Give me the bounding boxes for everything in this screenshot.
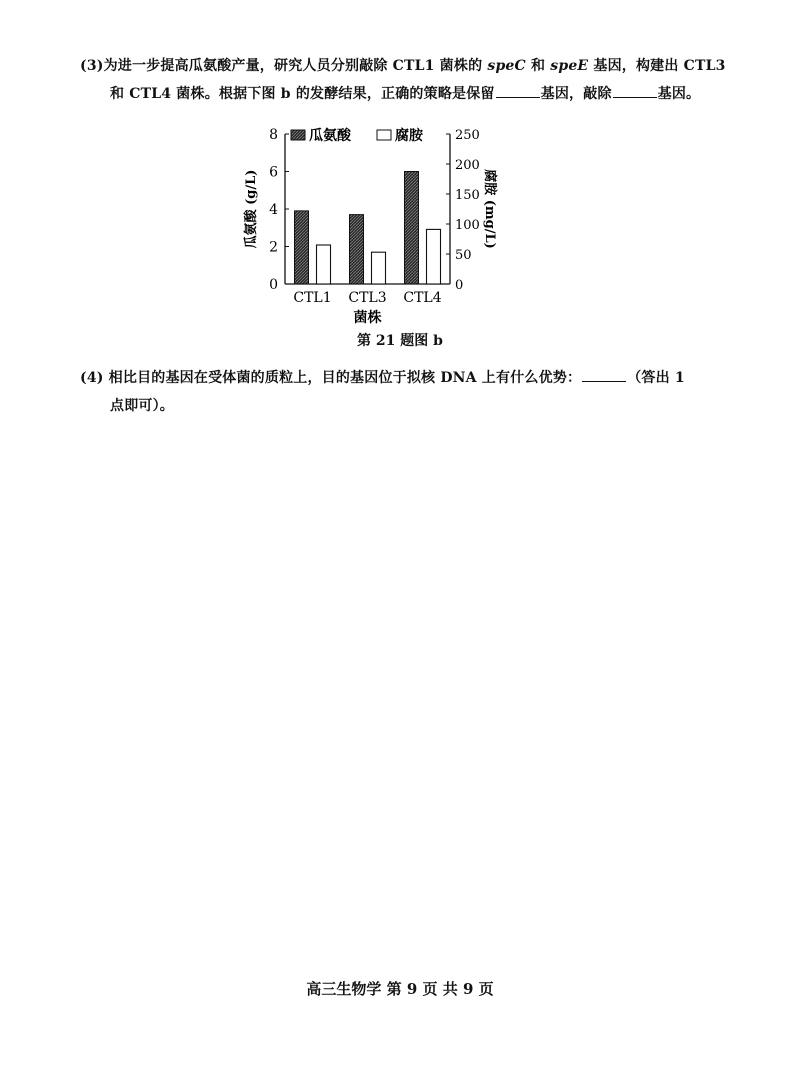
answer-blank-keep[interactable] — [496, 83, 540, 98]
legend-swatch-citrulline — [291, 130, 305, 140]
answer-blank-advantage[interactable] — [582, 367, 626, 382]
q4-line-1 — [80, 367, 685, 387]
bar-putrescine — [317, 245, 331, 284]
y-tick-label-left: 8 — [269, 127, 278, 143]
q3-line2-b: 基因，敲除 — [540, 86, 612, 102]
q3-line-1 — [80, 55, 726, 75]
y-tick-label-left: 0 — [269, 277, 278, 293]
y-axis-label-right: 腐胺 (mg/L) — [482, 169, 497, 249]
x-tick-label: CTL1 — [293, 290, 332, 306]
page-footer: 高三生物学 第 9 页 共 9 页 — [306, 980, 494, 998]
y-tick-label-right: 0 — [455, 278, 464, 293]
bar-citrulline — [295, 211, 309, 284]
bar-putrescine — [427, 229, 441, 284]
y-tick-label-right: 150 — [455, 188, 480, 203]
answer-blank-knockout[interactable] — [613, 83, 657, 98]
gene-spee: speE — [550, 58, 589, 74]
bar-citrulline — [350, 215, 364, 284]
legend-label-citrulline: 瓜氨酸 — [309, 128, 351, 144]
x-axis-label: 菌株 — [353, 310, 382, 326]
q3-prefix: (3)为进一步提高瓜氨酸产量，研究人员分别敲除 CTL1 菌株的 — [80, 58, 488, 74]
q3-suffix: 基因，构建出 CTL3 — [588, 58, 726, 74]
figure-caption: 第 21 题图 b — [357, 333, 443, 349]
y-tick-label-left: 6 — [269, 164, 278, 181]
y-tick-label-right: 50 — [455, 248, 472, 263]
q4-line1-b: （答出 1 — [627, 370, 685, 386]
bar-putrescine — [372, 252, 386, 284]
q4-line-2: 点即可）。 — [110, 398, 174, 414]
x-tick-label: CTL4 — [403, 290, 442, 306]
y-tick-label-left: 2 — [269, 239, 278, 256]
bar-chart — [230, 118, 497, 328]
x-tick-label: CTL3 — [348, 290, 387, 306]
q3-line2-a: 和 CTL4 菌株。根据下图 b 的发酵结果，正确的策略是保留 — [110, 86, 495, 102]
y-tick-label-right: 100 — [455, 218, 480, 233]
y-tick-label-left: 4 — [269, 202, 278, 218]
y-axis-label-left: 瓜氨酸 (g/L) — [244, 169, 259, 249]
q3-mid: 和 — [525, 58, 551, 74]
y-tick-label-right: 200 — [455, 158, 480, 173]
legend-label-putrescine: 腐胺 — [395, 128, 423, 144]
q3-line2-c: 基因。 — [657, 86, 701, 102]
bar-citrulline — [405, 172, 419, 285]
legend-swatch-putrescine — [377, 130, 391, 140]
y-tick-label-right: 250 — [455, 128, 480, 143]
q3-line-2 — [110, 83, 700, 103]
gene-spec: speC — [487, 58, 526, 74]
q4-line1-a: (4) 相比目的基因在受体菌的质粒上，目的基因位于拟核 DNA 上有什么优势： — [80, 370, 582, 386]
figure-b — [230, 118, 497, 328]
